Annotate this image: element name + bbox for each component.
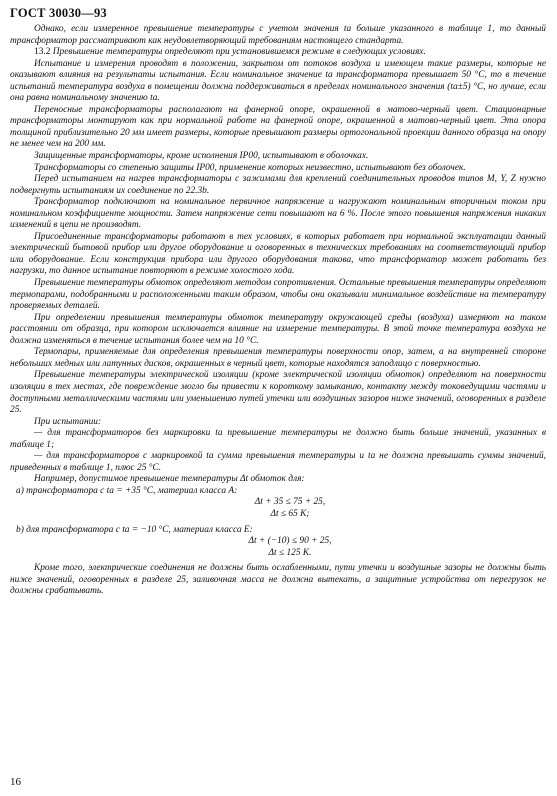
paragraph: Перед испытанием на нагрев трансформаторы с зажимами для креплений соединительных проводов типов М, Y, Z нужно подвергнуть испытаниям их соединение по 22.3b.	[10, 174, 546, 196]
list-item: — для трансформаторов с маркировкой tа сумма превышения температуры и tа не должна превышать суммы значений, приведенных в таблице 1, плюс 25 °С.	[10, 451, 546, 473]
paragraph: Превышение температуры обмоток определяют методом сопротивления. Остальные превышения температуры определяют термопарами, подобранными и расположенными таким образом, чтобы они оказывали минимальное воздействие на температуру проверяемых деталей.	[10, 278, 546, 312]
list-item: — для трансформаторов без маркировки tа превышение температуры не должно быть больше значений, указанных в таблице 1;	[10, 428, 546, 450]
formula: Δt ≤ 65 К;	[270, 508, 310, 519]
paragraph: Например, допустимое превышение температуры Δt обмоток для:	[34, 474, 305, 485]
paragraph: При определении превышения температуры обмоток температуру окружающей среды (воздуха) измеряют на таком расстоянии от образца, при котором исключается влияние на измерение температуры. В этой точке температура воздуха не должна изменяться в течение испытания более чем на 10 °С.	[10, 312, 546, 346]
paragraph: Трансформатор подключают на номинальное первичное напряжение и нагружают номинальным вторичным током при номинальном коэффициенте мощности. Затем напряжение сети повышают на 6 %. После этого повышения напряжения никаких изменений в цепи не производят.	[10, 197, 546, 231]
paragraph: Трансформаторы со степенью защиты IP00, применение которых неизвестно, испытывают без оболочек.	[34, 162, 466, 173]
paragraph: Присоединенные трансформаторы работают в тех условиях, в которых работает при нормальной эксплуатации данный электрический бытовой прибор или другое оборудование и оговоренных в технических требованиях на соответствующий прибор или оборудование. Если конструкция прибора или другого оборудования такова, что трансформатор может работать без нагрузки, то данное испытание повторяют в режиме холостого хода.	[10, 231, 546, 277]
formula: Δt ≤ 125 К.	[268, 547, 312, 558]
formula: Δt + (−10) ≤ 90 + 25,	[248, 536, 332, 547]
example-b-label: b) для трансформатора с tа = −10 °С, материал класса Е:	[16, 524, 253, 535]
paragraph: Однако, если измеренное превышение температуры с учетом значения tа больше указанного в таблице 1, то данный трансформатор рассматривают как неудовлетворяющий требованиям настоящего стандарта.	[10, 24, 546, 46]
paragraph: Испытание и измерения проводят в положении, закрытом от потоков воздуха и имеющем такие размеры, которые не оказывают влияния на результаты испытания. Если номинальное значение tа трансформатора превышает 50 °С, то в течение испытаний температура воздуха в помещении должна поддерживаться в пределах номинального значения (tа±5) °С, но лучше, если она равна номинальному значению tа.	[10, 58, 546, 104]
document-body	[10, 24, 546, 598]
paragraph: Кроме того, электрические соединения не должны быть ослабленными, пути утечки и воздушные зазоры не должны быть ниже значений, оговоренных в разделе 25, заливочная масса не должна вытекать, а защитные устройства от перегрузок не должны срабатывать.	[10, 563, 546, 597]
section-paragraph	[10, 47, 546, 59]
paragraph: При испытании:	[34, 416, 102, 427]
section-number: 13.2	[34, 47, 51, 58]
paragraph: Термопары, применяемые для определения превышения температуры поверхности опор, затем, а на внутренней стороне небольших медных или латунных дисков, окрашенных в черный цвет, которые находятся заподлицо с поверхностью.	[10, 347, 546, 369]
example-a-label: a) трансформатора с tа = +35 °С, материал класса А:	[16, 485, 238, 496]
paragraph: Защищенные трансформаторы, кроме исполнения IP00, испытывают в оболочках.	[34, 151, 369, 162]
section-text: Превышение температуры определяют при установившемся режиме в следующих условиях.	[52, 47, 426, 58]
paragraph: Переносные трансформаторы располагают на фанерной опоре, окрашенной в матово-черный цвет. Стационарные трансформаторы монтируют как при нормальной работе на фанерной опоре, окрашенной в матово-черный цвет. Эта опора толщиной приблизительно 20 мм имеет размеры, которые превышают размеры ортогональной проекции данного образца на опору не менее чем на 200 мм.	[10, 104, 546, 150]
formula: Δt + 35 ≤ 75 + 25,	[254, 497, 326, 508]
paragraph: Превышение температуры электрической изоляции (кроме электрической изоляции обмоток) определяют на поверхности изоляции в тех местах, где повреждение могло бы привести к короткому замыканию, контакту между токоведущими частями и доступными металлическими частями или уменьшению путей утечки или воздушных зазоров ниже значений, оговоренных в разделе 25.	[10, 370, 546, 416]
document-header: ГОСТ 30030—93	[10, 6, 107, 20]
page-number: 16	[10, 776, 21, 788]
